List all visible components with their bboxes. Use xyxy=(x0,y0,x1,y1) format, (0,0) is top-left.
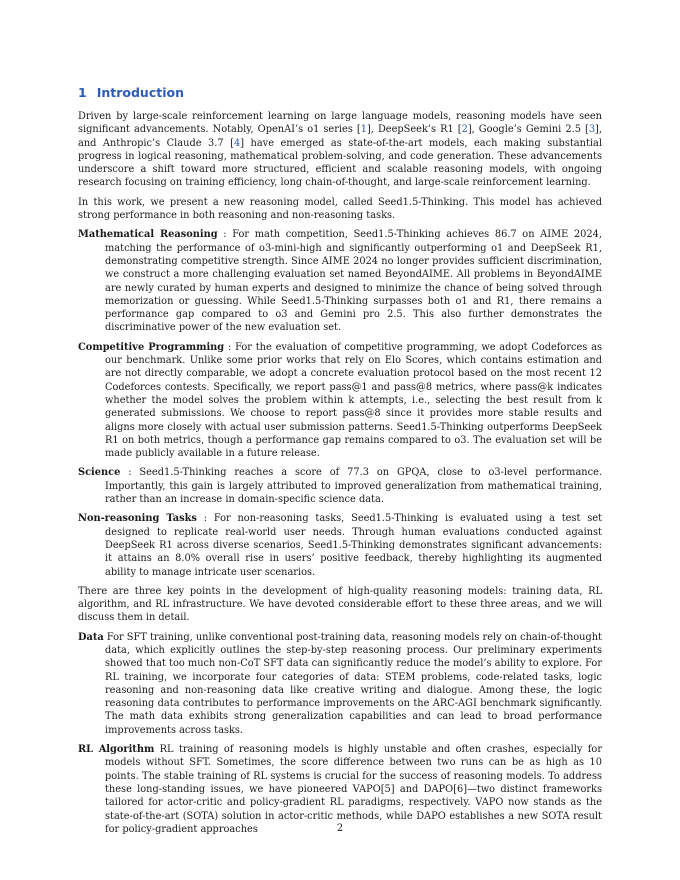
item-text: RL training of reasoning models is highly unstable and often crashes, especially for models without SFT. Sometimes, the score difference between two runs can be as high as 10 points. The stable training of RL systems is crucial for the success of reasoning models. To address these long-standing issues, we have pioneered VAPO[5] and DAPO[6]—two distinct frameworks tailored for actor-critic and policy-gradient RL paradigms, respectively. VAPO now stands as the state-of-the-art (SOTA) solution in actor-critic methods, while DAPO establishes a new SOTA result for policy-gradient approaches xyxy=(105,744,602,835)
text-run: ] have emerged as state-of-the-art models, each making substantial progress in logical reasoning, mathematical problem-solving, and code generation. These advancements underscore a shift toward more structured, efficient and scalable reasoning models, with ongoing research focusing on training efficiency, long chain-of-thought, and large-scale reinforcement learning. xyxy=(78,137,602,189)
list-item xyxy=(78,341,602,461)
intro-paragraph-1 xyxy=(78,110,602,190)
list-item xyxy=(78,466,602,506)
citation-link[interactable]: 3 xyxy=(588,124,596,136)
item-text: For SFT training, unlike conventional post-training data, reasoning models rely on chain-of-thought data, which explicitly outlines the step-by-step reasoning process. Our preliminary experiments showed that too much non-CoT SFT data can significantly reduce the model’s ability to explore. For RL training, we incorporate four categories of data: STEM problems, code-related tasks, logic reasoning and non-reasoning data like creative writing and dialogue. Among these, the logic reasoning data contributes to performance improvements on the ARC-AGI benchmark significantly. The math data exhibits strong generalization capabilities and can lead to broad performance improvements across tasks. xyxy=(103,631,602,736)
item-text: : For the evaluation of competitive programming, we adopt Codeforces as our benchmark. Unlike some prior works that rely on Elo Scores, which contains estimation and are not directly comparable, we adopt a concrete evaluation protocol based on the most recent 12 Codeforces contests. Specifically, we report pass@1 and pass@8 metrics, where pass@k indicates whether the model solves the problem within k attempts, i.e., selecting the best result from k generated submissions. We choose to report pass@8 since it provides more stable results and aligns more closely with actual user submission patterns. Seed1.5-Thinking outperforms DeepSeek R1 on both metrics, though a performance gap remains compared to o3. The evaluation set will be made publicly available in a future release. xyxy=(105,341,602,460)
body-text xyxy=(78,110,602,842)
list-item xyxy=(78,631,602,737)
text-run: ], Google’s Gemini 2.5 [ xyxy=(467,124,589,136)
item-heading: Mathematical Reasoning xyxy=(78,229,218,241)
page-number: 2 xyxy=(336,823,344,834)
text-run: ], DeepSeek’s R1 [ xyxy=(366,124,462,136)
item-heading: Data xyxy=(78,631,104,643)
text-run: Driven by large-scale reinforcement learning on large language models, reasoning models have seen significant advancements. Notably, OpenAI’s o1 series [ xyxy=(78,111,602,136)
section-heading xyxy=(78,85,184,100)
citation-link[interactable]: 1 xyxy=(360,124,367,136)
citation-link[interactable]: 2 xyxy=(461,124,468,136)
citation-link[interactable]: 4 xyxy=(233,137,241,149)
item-heading: Science xyxy=(78,467,121,479)
item-text: : For non-reasoning tasks, Seed1.5-Thinking is evaluated using a test set designed to replicate real-world user needs. Through human evaluations conducted against DeepSeek R1 across diverse scenarios, Seed1.5-Thinking demonstrates significant advancements: it attains an 8.0% overall rise in users’ positive feedback, thereby highlighting its augmented ability to manage intricate user scenarios. xyxy=(105,513,603,578)
item-heading: Non-reasoning Tasks xyxy=(78,513,197,525)
item-heading: Competitive Programming xyxy=(78,341,225,353)
section-number: 1 xyxy=(78,85,87,100)
list-item xyxy=(78,228,602,334)
list-item xyxy=(78,512,602,578)
text-run: ], and Anthropic’s Claude 3.7 [ xyxy=(78,124,602,149)
item-text: : For math competition, Seed1.5-Thinking achieves 86.7 on AIME 2024, matching the performance of o3-mini-high and significantly outperforming o1 and DeepSeek R1, demonstrating competitive strength. Since AIME 2024 no longer provides sufficient discrimination, we construct a more challenging evaluation set named BeyondAIME. All problems in BeyondAIME are newly curated by human experts and designed to minimize the chance of being solved through memorization or guessing. While Seed1.5-Thinking surpasses both o1 and R1, there remains a performance gap compared to o3 and Gemini pro 2.5. This also further demonstrates the discriminative power of the new evaluation set. xyxy=(105,229,602,334)
intro-paragraph-3: There are three key points in the development of high-quality reasoning models: training data, RL algorithm, and RL infrastructure. We have devoted considerable effort to these three areas, and we will discuss them in detail. xyxy=(78,585,602,624)
section-title: Introduction xyxy=(96,85,184,100)
item-text: : Seed1.5-Thinking reaches a score of 77.3 on GPQA, close to o3-level performance. Importantly, this gain is largely attributed to improved generalization from mathematical training, rather than an increase in domain-specific science data. xyxy=(105,467,602,506)
intro-paragraph-2: In this work, we present a new reasoning model, called Seed1.5-Thinking. This model has achieved strong performance in both reasoning and non-reasoning tasks. xyxy=(78,196,602,222)
item-heading: RL Algorithm xyxy=(78,744,155,756)
